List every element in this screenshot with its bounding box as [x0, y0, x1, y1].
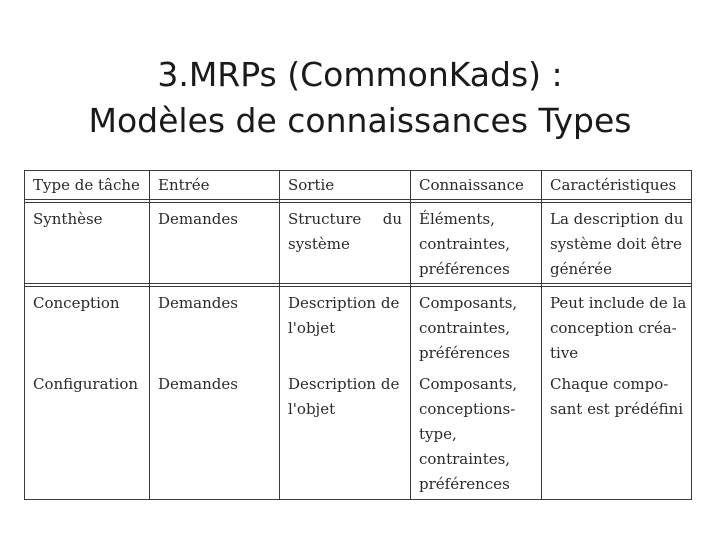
header-rule-2 [24, 202, 692, 203]
knowledge-line: conceptions - [419, 397, 517, 422]
knowledge-line: préférences [419, 344, 510, 362]
row-configuration-type: Configuration [33, 375, 139, 393]
output-word: Structure [288, 210, 362, 228]
header-output: Sortie [288, 176, 335, 194]
col-rule-left [24, 170, 25, 500]
output-line: Description de [288, 375, 400, 393]
knowledge-line: type, [419, 425, 457, 443]
slide-title [0, 52, 720, 144]
knowledge-line: préférences [419, 475, 510, 493]
output-line [288, 207, 402, 232]
table-bottom-rule [24, 499, 692, 500]
row-rule-2 [24, 286, 692, 287]
row-configuration-characteristics [550, 372, 683, 422]
output-line: système [288, 235, 350, 253]
output-line: l'objet [288, 319, 336, 337]
slide-title-line-1: 3.MRPs (CommonKads) : [157, 55, 563, 94]
row-synthese-characteristics [550, 207, 683, 282]
header-input: Entrée [158, 176, 210, 194]
row-synthese-input: Demandes [158, 210, 238, 228]
knowledge-line: contraintes, [419, 450, 511, 468]
header-rule-1 [24, 199, 692, 200]
header-knowledge: Connaissance [419, 176, 524, 194]
header-characteristics: Caractéristiques [550, 176, 677, 194]
row-synthese-type: Synthèse [33, 210, 103, 228]
knowledge-line: Composants, [419, 294, 518, 312]
row-synthese-knowledge [419, 207, 510, 282]
row-configuration-knowledge [419, 372, 517, 497]
col-rule-2 [279, 170, 280, 500]
row-rule-1 [24, 283, 692, 284]
row-conception-type: Conception [33, 294, 120, 312]
row-synthese-output [288, 207, 402, 257]
row-configuration-output [288, 372, 399, 422]
characteristics-line: générée [550, 260, 612, 278]
col-rule-right [691, 170, 692, 500]
row-conception-input: Demandes [158, 294, 238, 312]
characteristics-line: conception créa - [550, 316, 686, 341]
header-task-type: Type de tâche [33, 176, 140, 194]
characteristics-line: La description du [550, 210, 684, 228]
knowledge-line: Éléments, [419, 210, 495, 228]
slide-title-line-2: Modèles de connaissances Types [88, 101, 632, 140]
table-top-rule [24, 170, 692, 171]
row-conception-characteristics [550, 291, 686, 366]
knowledge-line: préférences [419, 260, 510, 278]
knowledge-line: contraintes, [419, 235, 511, 253]
row-conception-knowledge [419, 291, 517, 366]
characteristics-line: Peut include de la [550, 294, 687, 312]
output-line: Description de [288, 294, 400, 312]
row-configuration-input: Demandes [158, 375, 238, 393]
output-word: du [382, 210, 402, 228]
output-line: l'objet [288, 400, 336, 418]
col-rule-4 [541, 170, 542, 500]
characteristics-line: système doit être [550, 235, 682, 253]
knowledge-models-table [24, 170, 692, 500]
characteristics-line: Chaque compo - [550, 372, 683, 397]
characteristics-line: tive [550, 344, 579, 362]
col-rule-1 [149, 170, 150, 500]
row-conception-output [288, 291, 399, 341]
col-rule-3 [410, 170, 411, 500]
characteristics-line: sant est prédéfini [550, 400, 684, 418]
knowledge-line: Composants, [419, 375, 518, 393]
knowledge-line: contraintes, [419, 319, 511, 337]
